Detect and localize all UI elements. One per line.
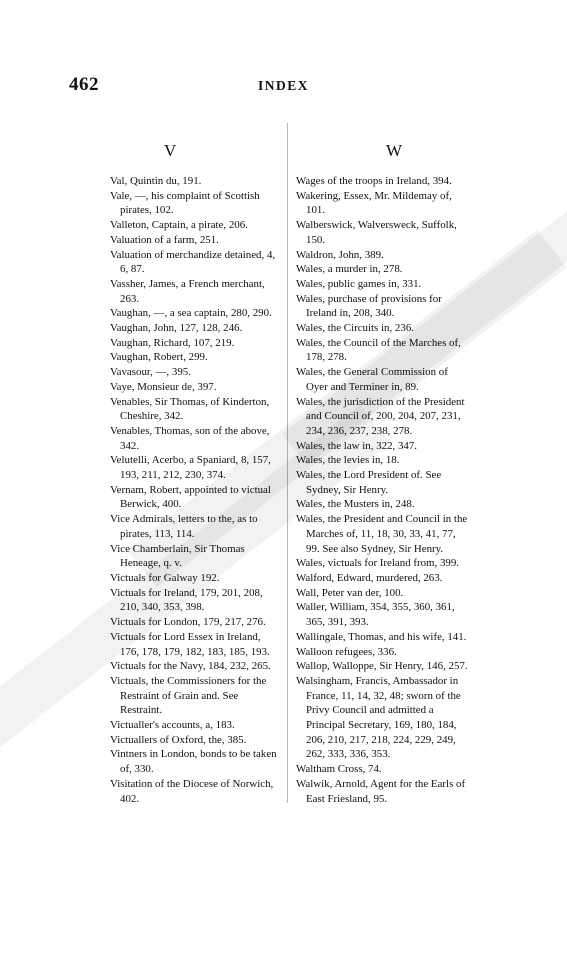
page-number: 462 <box>69 74 99 95</box>
section-letter-w: W <box>386 141 403 160</box>
index-entry: Wales, the Circuits in, 236. <box>296 322 414 335</box>
index-entry: Vaughan, —, a sea captain, 280, 290. <box>110 307 272 320</box>
index-entry: Walford, Edward, murdered, 263. <box>296 571 443 584</box>
index-entry: Walsingham, Francis, Ambassador in France, 11, 14, 32, 48; sworn of the Privy Council and admitted a Principal Secretary, 169, 180, 184, 206, 210, 217, 218, 224, 229, 249, 262, 333, 336, 353. <box>296 674 461 761</box>
index-entry: Vice Chamberlain, Sir Thomas Heneage, q. v. <box>110 542 245 570</box>
index-entry: Visitation of the Diocese of Norwich, 402. <box>110 777 274 805</box>
index-entry: Walberswick, Walversweck, Suffolk, 150. <box>296 219 457 246</box>
index-entry: Waldron, John, 389. <box>296 248 384 261</box>
section-letter-v: V <box>164 141 177 160</box>
index-entry: Wall, Peter van der, 100. <box>296 586 404 599</box>
index-entry: Victuallers of Oxford, the, 385. <box>110 733 247 746</box>
index-entry: Walloon refugees, 336. <box>296 645 397 658</box>
index-entry: Vaye, Monsieur de, 397. <box>110 380 217 393</box>
index-entry: Wales, the jurisdiction of the President and Council of, 200, 204, 207, 231, 234, 236, 237, 238, 278. <box>296 395 465 437</box>
index-entry: Valuation of merchandize detained, 4, 6, 87. <box>110 248 276 276</box>
index-entry: Wales, a murder in, 278. <box>296 263 403 276</box>
index-column-w <box>296 174 469 806</box>
index-entry: Vernam, Robert, appointed to victual Berwick, 400. <box>110 483 271 511</box>
index-entry: Velutelli, Acerbo, a Spaniard, 8, 157, 193, 211, 212, 230, 374. <box>110 454 271 482</box>
index-entry: Wales, the law in, 322, 347. <box>296 439 418 452</box>
index-entry: Venables, Thomas, son of the above, 342. <box>110 424 270 452</box>
index-entry: Val, Quintin du, 191. <box>110 175 202 187</box>
index-entry: Venables, Sir Thomas, of Kinderton, Cheshire, 342. <box>110 395 270 423</box>
index-entry: Waller, William, 354, 355, 360, 361, 365, 391, 393. <box>296 601 455 629</box>
index-entry: Victuals for London, 179, 217, 276. <box>110 616 266 629</box>
index-entry: Vale, —, his complaint of Scottish pirates, 102. <box>110 189 260 217</box>
column-divider <box>287 123 288 803</box>
index-entry: Victualler's accounts, a, 183. <box>110 719 235 732</box>
index-entry: Victuals for Galway 192. <box>110 571 220 584</box>
index-entry: Victuals for the Navy, 184, 232, 265. <box>110 660 271 673</box>
index-entry: Walwik, Arnold, Agent for the Earls of East Friesland, 95. <box>296 777 466 805</box>
running-head: INDEX <box>257 78 309 93</box>
index-entry: Wales, the Lord President of. See Sydney, Sir Henry. <box>296 469 442 496</box>
index-column-v <box>110 174 282 806</box>
index-entry: Victuals for Ireland, 179, 201, 208, 210, 340, 353, 398. <box>110 586 263 614</box>
index-entry: Vassher, James, a French merchant, 263. <box>110 277 265 305</box>
index-entry: Vice Admirals, letters to the, as to pirates, 113, 114. <box>110 513 258 540</box>
index-entry: Wallingale, Thomas, and his wife, 141. <box>296 630 467 643</box>
index-entry: Valuation of a farm, 251. <box>110 233 219 246</box>
index-entry: Wages of the troops in Ireland, 394. <box>296 175 452 187</box>
index-entry: Vaughan, Richard, 107, 219. <box>110 336 235 349</box>
index-entry: Wales, public games in, 331. <box>296 277 422 290</box>
index-entry: Wales, the Council of the Marches of, 178, 278. <box>296 336 461 364</box>
index-entry: Wales, victuals for Ireland from, 399. <box>296 557 460 570</box>
index-entry: Wales, the Musters in, 248. <box>296 498 415 511</box>
index-entry: Wakering, Essex, Mr. Mildemay of, 101. <box>296 189 452 217</box>
index-entry: Vavasour, —, 395. <box>110 366 191 379</box>
index-entry: Vintners in London, bonds to be taken of, 330. <box>110 748 277 776</box>
index-entry: Vaughan, John, 127, 128, 246. <box>110 322 243 335</box>
index-entry: Victuals, the Commissioners for the Restraint of Grain and. See Restraint. <box>110 674 267 717</box>
index-entry: Wallop, Walloppe, Sir Henry, 146, 257. <box>296 660 468 673</box>
index-entry: Wales, the President and Council in the Marches of, 11, 18, 30, 33, 41, 77, 99. See also Sydney, Sir Henry. <box>296 513 468 555</box>
index-entry: Wales, the levies in, 18. <box>296 454 400 467</box>
index-entry: Wales, purchase of provisions for Ireland in, 208, 340. <box>296 292 442 320</box>
index-entry: Wales, the General Commission of Oyer and Terminer in, 89. <box>296 366 448 393</box>
index-entry: Vaughan, Robert, 299. <box>110 351 208 364</box>
index-entry: Victuals for Lord Essex in Ireland, 176, 178, 179, 182, 183, 185, 193. <box>110 630 270 658</box>
index-entry: Valleton, Captain, a pirate, 206. <box>110 219 248 232</box>
index-entry: Waltham Cross, 74. <box>296 763 382 776</box>
